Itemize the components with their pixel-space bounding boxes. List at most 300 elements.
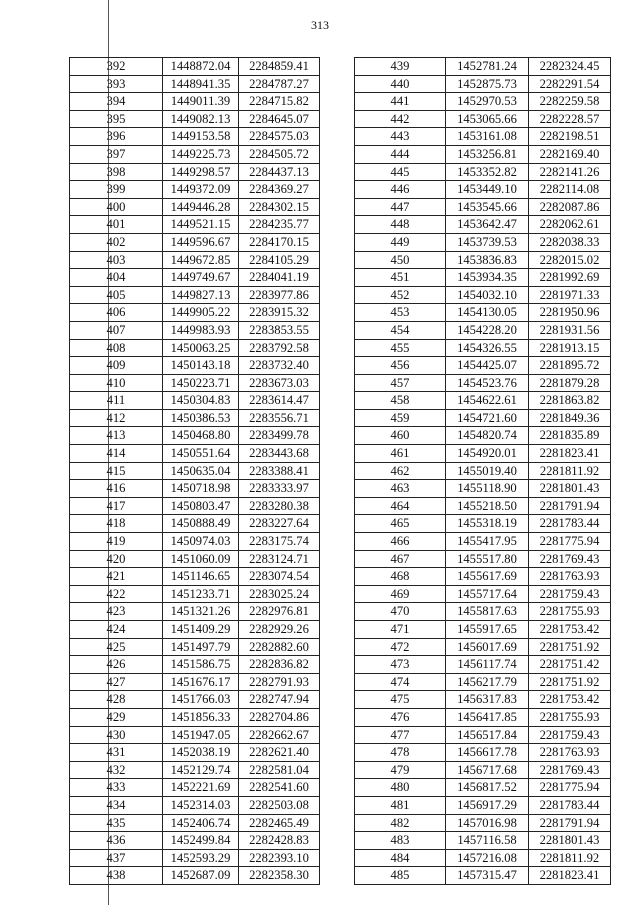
x-coordinate-cell: 1450635.04	[163, 462, 239, 480]
point-number-cell: 477	[355, 726, 446, 744]
y-coordinate-cell: 2281751.92	[529, 638, 611, 656]
point-number-cell: 465	[355, 515, 446, 533]
point-number-cell: 424	[70, 621, 163, 639]
x-coordinate-cell: 1454721.60	[446, 409, 529, 427]
table-row	[355, 269, 611, 287]
table-row	[70, 163, 320, 181]
table-row	[70, 198, 320, 216]
x-coordinate-cell: 1452875.73	[446, 75, 529, 93]
x-coordinate-cell: 1450304.83	[163, 392, 239, 410]
x-coordinate-cell: 1451766.03	[163, 691, 239, 709]
y-coordinate-cell: 2281769.43	[529, 761, 611, 779]
point-number-cell: 480	[355, 779, 446, 797]
point-number-cell: 456	[355, 357, 446, 375]
y-coordinate-cell: 2282747.94	[239, 691, 320, 709]
x-coordinate-cell: 1449153.58	[163, 128, 239, 146]
table-row	[355, 357, 611, 375]
table-row	[70, 480, 320, 498]
point-number-cell: 445	[355, 163, 446, 181]
y-coordinate-cell: 2282882.60	[239, 638, 320, 656]
x-coordinate-cell: 1453545.66	[446, 198, 529, 216]
y-coordinate-cell: 2283333.97	[239, 480, 320, 498]
table-row	[355, 480, 611, 498]
x-coordinate-cell: 1455817.63	[446, 603, 529, 621]
table-row	[70, 357, 320, 375]
x-coordinate-cell: 1449225.73	[163, 145, 239, 163]
x-coordinate-cell: 1456017.69	[446, 638, 529, 656]
y-coordinate-cell: 2282087.86	[529, 198, 611, 216]
point-number-cell: 453	[355, 304, 446, 322]
y-coordinate-cell: 2282198.51	[529, 128, 611, 146]
x-coordinate-cell: 1457116.58	[446, 832, 529, 850]
table-row	[355, 691, 611, 709]
point-number-cell: 397	[70, 145, 163, 163]
point-number-cell: 415	[70, 462, 163, 480]
point-number-cell: 420	[70, 550, 163, 568]
table-row	[355, 515, 611, 533]
x-coordinate-cell: 1455517.80	[446, 550, 529, 568]
y-coordinate-cell: 2282324.45	[529, 58, 611, 76]
x-coordinate-cell: 1456317.83	[446, 691, 529, 709]
x-coordinate-cell: 1449983.93	[163, 321, 239, 339]
y-coordinate-cell: 2282393.10	[239, 849, 320, 867]
y-coordinate-cell: 2284041.19	[239, 269, 320, 287]
point-number-cell: 432	[70, 761, 163, 779]
point-number-cell: 468	[355, 568, 446, 586]
y-coordinate-cell: 2282541.60	[239, 779, 320, 797]
point-number-cell: 402	[70, 233, 163, 251]
y-coordinate-cell: 2282465.49	[239, 814, 320, 832]
x-coordinate-cell: 1456217.79	[446, 673, 529, 691]
point-number-cell: 444	[355, 145, 446, 163]
x-coordinate-cell: 1450551.64	[163, 445, 239, 463]
table-row	[355, 761, 611, 779]
table-row	[355, 867, 611, 885]
point-number-cell: 422	[70, 585, 163, 603]
y-coordinate-cell: 2281759.43	[529, 726, 611, 744]
table-row	[70, 708, 320, 726]
x-coordinate-cell: 1453449.10	[446, 181, 529, 199]
table-row	[355, 128, 611, 146]
point-number-cell: 409	[70, 357, 163, 375]
table-row	[70, 673, 320, 691]
point-number-cell: 433	[70, 779, 163, 797]
table-row	[355, 75, 611, 93]
x-coordinate-cell: 1451497.79	[163, 638, 239, 656]
table-row	[70, 656, 320, 674]
y-coordinate-cell: 2281811.92	[529, 849, 611, 867]
x-coordinate-cell: 1449298.57	[163, 163, 239, 181]
table-row	[355, 392, 611, 410]
point-number-cell: 413	[70, 427, 163, 445]
y-coordinate-cell: 2282259.58	[529, 93, 611, 111]
y-coordinate-cell: 2281895.72	[529, 357, 611, 375]
point-number-cell: 455	[355, 339, 446, 357]
x-coordinate-cell: 1456717.68	[446, 761, 529, 779]
point-number-cell: 400	[70, 198, 163, 216]
y-coordinate-cell: 2283227.64	[239, 515, 320, 533]
y-coordinate-cell: 2282228.57	[529, 110, 611, 128]
y-coordinate-cell: 2283792.58	[239, 339, 320, 357]
x-coordinate-cell: 1453256.81	[446, 145, 529, 163]
table-row	[355, 321, 611, 339]
table-row	[355, 849, 611, 867]
x-coordinate-cell: 1450888.49	[163, 515, 239, 533]
y-coordinate-cell: 2281950.96	[529, 304, 611, 322]
table-row	[70, 93, 320, 111]
table-row	[70, 497, 320, 515]
x-coordinate-cell: 1452221.69	[163, 779, 239, 797]
table-row	[355, 216, 611, 234]
y-coordinate-cell: 2284505.72	[239, 145, 320, 163]
x-coordinate-cell: 1451676.17	[163, 673, 239, 691]
x-coordinate-cell: 1450468.80	[163, 427, 239, 445]
y-coordinate-cell: 2283388.41	[239, 462, 320, 480]
y-coordinate-cell: 2282662.67	[239, 726, 320, 744]
table-row	[70, 621, 320, 639]
x-coordinate-cell: 1451947.05	[163, 726, 239, 744]
coordinates-table-left	[69, 57, 320, 885]
x-coordinate-cell: 1450718.98	[163, 480, 239, 498]
point-number-cell: 428	[70, 691, 163, 709]
x-coordinate-cell: 1453934.35	[446, 269, 529, 287]
x-coordinate-cell: 1453161.08	[446, 128, 529, 146]
point-number-cell: 414	[70, 445, 163, 463]
x-coordinate-cell: 1449596.67	[163, 233, 239, 251]
table-row	[70, 128, 320, 146]
y-coordinate-cell: 2282062.61	[529, 216, 611, 234]
table-row	[355, 198, 611, 216]
y-coordinate-cell: 2282581.04	[239, 761, 320, 779]
x-coordinate-cell: 1457315.47	[446, 867, 529, 885]
x-coordinate-cell: 1455417.95	[446, 533, 529, 551]
x-coordinate-cell: 1450063.25	[163, 339, 239, 357]
y-coordinate-cell: 2281775.94	[529, 533, 611, 551]
table-row	[70, 462, 320, 480]
point-number-cell: 419	[70, 533, 163, 551]
table-row	[355, 110, 611, 128]
y-coordinate-cell: 2281801.43	[529, 480, 611, 498]
point-number-cell: 459	[355, 409, 446, 427]
point-number-cell: 423	[70, 603, 163, 621]
table-row	[70, 216, 320, 234]
point-number-cell: 442	[355, 110, 446, 128]
table-row	[70, 832, 320, 850]
x-coordinate-cell: 1457016.98	[446, 814, 529, 832]
table-row	[355, 304, 611, 322]
table-row	[70, 233, 320, 251]
y-coordinate-cell: 2281791.94	[529, 497, 611, 515]
y-coordinate-cell: 2283732.40	[239, 357, 320, 375]
y-coordinate-cell: 2282503.08	[239, 796, 320, 814]
table-row	[70, 58, 320, 76]
point-number-cell: 435	[70, 814, 163, 832]
y-coordinate-cell: 2281769.43	[529, 550, 611, 568]
point-number-cell: 452	[355, 286, 446, 304]
point-number-cell: 401	[70, 216, 163, 234]
table-row	[70, 796, 320, 814]
x-coordinate-cell: 1454326.55	[446, 339, 529, 357]
y-coordinate-cell: 2281835.89	[529, 427, 611, 445]
x-coordinate-cell: 1452499.84	[163, 832, 239, 850]
point-number-cell: 437	[70, 849, 163, 867]
table-row	[70, 603, 320, 621]
point-number-cell: 439	[355, 58, 446, 76]
y-coordinate-cell: 2281863.82	[529, 392, 611, 410]
table-row	[355, 779, 611, 797]
x-coordinate-cell: 1453065.66	[446, 110, 529, 128]
point-number-cell: 460	[355, 427, 446, 445]
x-coordinate-cell: 1452406.74	[163, 814, 239, 832]
table-row	[70, 867, 320, 885]
x-coordinate-cell: 1453642.47	[446, 216, 529, 234]
point-number-cell: 436	[70, 832, 163, 850]
table-row	[355, 656, 611, 674]
table-row	[355, 603, 611, 621]
point-number-cell: 426	[70, 656, 163, 674]
point-number-cell: 473	[355, 656, 446, 674]
x-coordinate-cell: 1450974.03	[163, 533, 239, 551]
table-row	[70, 427, 320, 445]
y-coordinate-cell: 2281763.93	[529, 744, 611, 762]
x-coordinate-cell: 1455917.65	[446, 621, 529, 639]
point-number-cell: 408	[70, 339, 163, 357]
y-coordinate-cell: 2283853.55	[239, 321, 320, 339]
table-row	[355, 145, 611, 163]
point-number-cell: 425	[70, 638, 163, 656]
x-coordinate-cell: 1449082.13	[163, 110, 239, 128]
point-number-cell: 466	[355, 533, 446, 551]
y-coordinate-cell: 2281913.15	[529, 339, 611, 357]
table-row	[70, 181, 320, 199]
point-number-cell: 434	[70, 796, 163, 814]
y-coordinate-cell: 2281811.92	[529, 462, 611, 480]
table-row	[70, 744, 320, 762]
coordinates-table-right	[354, 57, 611, 885]
point-number-cell: 462	[355, 462, 446, 480]
table-row	[70, 321, 320, 339]
x-coordinate-cell: 1454425.07	[446, 357, 529, 375]
point-number-cell: 467	[355, 550, 446, 568]
point-number-cell: 395	[70, 110, 163, 128]
y-coordinate-cell: 2281755.93	[529, 603, 611, 621]
table-row	[70, 339, 320, 357]
point-number-cell: 447	[355, 198, 446, 216]
table-row	[70, 550, 320, 568]
x-coordinate-cell: 1450803.47	[163, 497, 239, 515]
point-number-cell: 479	[355, 761, 446, 779]
point-number-cell: 404	[70, 269, 163, 287]
point-number-cell: 484	[355, 849, 446, 867]
table-row	[355, 233, 611, 251]
point-number-cell: 405	[70, 286, 163, 304]
point-number-cell: 470	[355, 603, 446, 621]
table-row	[70, 779, 320, 797]
table-row	[70, 849, 320, 867]
table-row	[355, 568, 611, 586]
y-coordinate-cell: 2281783.44	[529, 515, 611, 533]
x-coordinate-cell: 1453352.82	[446, 163, 529, 181]
x-coordinate-cell: 1456417.85	[446, 708, 529, 726]
y-coordinate-cell: 2282291.54	[529, 75, 611, 93]
y-coordinate-cell: 2282141.26	[529, 163, 611, 181]
point-number-cell: 454	[355, 321, 446, 339]
y-coordinate-cell: 2282621.40	[239, 744, 320, 762]
y-coordinate-cell: 2281823.41	[529, 867, 611, 885]
y-coordinate-cell: 2282038.33	[529, 233, 611, 251]
x-coordinate-cell: 1450386.53	[163, 409, 239, 427]
x-coordinate-cell: 1452687.09	[163, 867, 239, 885]
y-coordinate-cell: 2281775.94	[529, 779, 611, 797]
y-coordinate-cell: 2283673.03	[239, 374, 320, 392]
point-number-cell: 451	[355, 269, 446, 287]
y-coordinate-cell: 2282836.82	[239, 656, 320, 674]
y-coordinate-cell: 2281751.42	[529, 656, 611, 674]
x-coordinate-cell: 1454920.01	[446, 445, 529, 463]
point-number-cell: 438	[70, 867, 163, 885]
y-coordinate-cell: 2284715.82	[239, 93, 320, 111]
y-coordinate-cell: 2281755.93	[529, 708, 611, 726]
x-coordinate-cell: 1451321.26	[163, 603, 239, 621]
y-coordinate-cell: 2283443.68	[239, 445, 320, 463]
table-row	[355, 409, 611, 427]
point-number-cell: 464	[355, 497, 446, 515]
x-coordinate-cell: 1456517.84	[446, 726, 529, 744]
x-coordinate-cell: 1455717.64	[446, 585, 529, 603]
x-coordinate-cell: 1452129.74	[163, 761, 239, 779]
x-coordinate-cell: 1449827.13	[163, 286, 239, 304]
y-coordinate-cell: 2282791.93	[239, 673, 320, 691]
x-coordinate-cell: 1455118.90	[446, 480, 529, 498]
point-number-cell: 429	[70, 708, 163, 726]
y-coordinate-cell: 2282015.02	[529, 251, 611, 269]
table-row	[70, 533, 320, 551]
table-row	[355, 462, 611, 480]
table-row	[355, 339, 611, 357]
y-coordinate-cell: 2284859.41	[239, 58, 320, 76]
point-number-cell: 485	[355, 867, 446, 885]
x-coordinate-cell: 1448872.04	[163, 58, 239, 76]
point-number-cell: 482	[355, 814, 446, 832]
point-number-cell: 427	[70, 673, 163, 691]
x-coordinate-cell: 1451146.65	[163, 568, 239, 586]
x-coordinate-cell: 1455019.40	[446, 462, 529, 480]
table-row	[70, 515, 320, 533]
table-row	[355, 445, 611, 463]
point-number-cell: 441	[355, 93, 446, 111]
x-coordinate-cell: 1452970.53	[446, 93, 529, 111]
x-coordinate-cell: 1449372.09	[163, 181, 239, 199]
y-coordinate-cell: 2283556.71	[239, 409, 320, 427]
table-row	[355, 673, 611, 691]
page-number: 313	[311, 18, 329, 32]
x-coordinate-cell: 1450223.71	[163, 374, 239, 392]
y-coordinate-cell: 2282358.30	[239, 867, 320, 885]
y-coordinate-cell: 2281992.69	[529, 269, 611, 287]
point-number-cell: 443	[355, 128, 446, 146]
point-number-cell: 418	[70, 515, 163, 533]
x-coordinate-cell: 1454523.76	[446, 374, 529, 392]
point-number-cell: 461	[355, 445, 446, 463]
point-number-cell: 471	[355, 621, 446, 639]
table-row	[355, 814, 611, 832]
x-coordinate-cell: 1449011.39	[163, 93, 239, 111]
point-number-cell: 458	[355, 392, 446, 410]
point-number-cell: 475	[355, 691, 446, 709]
point-number-cell: 448	[355, 216, 446, 234]
x-coordinate-cell: 1455218.50	[446, 497, 529, 515]
table-row	[70, 409, 320, 427]
y-coordinate-cell: 2282114.08	[529, 181, 611, 199]
x-coordinate-cell: 1456617.78	[446, 744, 529, 762]
x-coordinate-cell: 1452593.29	[163, 849, 239, 867]
x-coordinate-cell: 1451060.09	[163, 550, 239, 568]
table-row	[70, 251, 320, 269]
table-row	[70, 585, 320, 603]
point-number-cell: 421	[70, 568, 163, 586]
table-row	[355, 533, 611, 551]
y-coordinate-cell: 2281849.36	[529, 409, 611, 427]
y-coordinate-cell: 2281753.42	[529, 691, 611, 709]
x-coordinate-cell: 1449749.67	[163, 269, 239, 287]
x-coordinate-cell: 1452781.24	[446, 58, 529, 76]
table-row	[355, 621, 611, 639]
point-number-cell: 416	[70, 480, 163, 498]
y-coordinate-cell: 2281759.43	[529, 585, 611, 603]
table-row	[355, 796, 611, 814]
point-number-cell: 394	[70, 93, 163, 111]
y-coordinate-cell: 2284105.29	[239, 251, 320, 269]
y-coordinate-cell: 2284235.77	[239, 216, 320, 234]
x-coordinate-cell: 1456917.29	[446, 796, 529, 814]
table-row	[70, 304, 320, 322]
x-coordinate-cell: 1451856.33	[163, 708, 239, 726]
table-row	[355, 58, 611, 76]
x-coordinate-cell: 1457216.08	[446, 849, 529, 867]
y-coordinate-cell: 2283124.71	[239, 550, 320, 568]
table-row	[70, 286, 320, 304]
y-coordinate-cell: 2281971.33	[529, 286, 611, 304]
x-coordinate-cell: 1455617.69	[446, 568, 529, 586]
table-row	[355, 286, 611, 304]
x-coordinate-cell: 1450143.18	[163, 357, 239, 375]
table-row	[70, 638, 320, 656]
table-row	[355, 251, 611, 269]
x-coordinate-cell: 1449521.15	[163, 216, 239, 234]
point-number-cell: 392	[70, 58, 163, 76]
y-coordinate-cell: 2281763.93	[529, 568, 611, 586]
y-coordinate-cell: 2284170.15	[239, 233, 320, 251]
point-number-cell: 431	[70, 744, 163, 762]
table-row	[70, 392, 320, 410]
table-row	[355, 163, 611, 181]
point-number-cell: 417	[70, 497, 163, 515]
y-coordinate-cell: 2281823.41	[529, 445, 611, 463]
table-row	[355, 726, 611, 744]
table-row	[70, 145, 320, 163]
y-coordinate-cell: 2281783.44	[529, 796, 611, 814]
x-coordinate-cell: 1452038.19	[163, 744, 239, 762]
y-coordinate-cell: 2281931.56	[529, 321, 611, 339]
y-coordinate-cell: 2281801.43	[529, 832, 611, 850]
x-coordinate-cell: 1449446.28	[163, 198, 239, 216]
y-coordinate-cell: 2284645.07	[239, 110, 320, 128]
y-coordinate-cell: 2281751.92	[529, 673, 611, 691]
table-row	[355, 744, 611, 762]
point-number-cell: 476	[355, 708, 446, 726]
y-coordinate-cell: 2283280.38	[239, 497, 320, 515]
table-row	[355, 832, 611, 850]
